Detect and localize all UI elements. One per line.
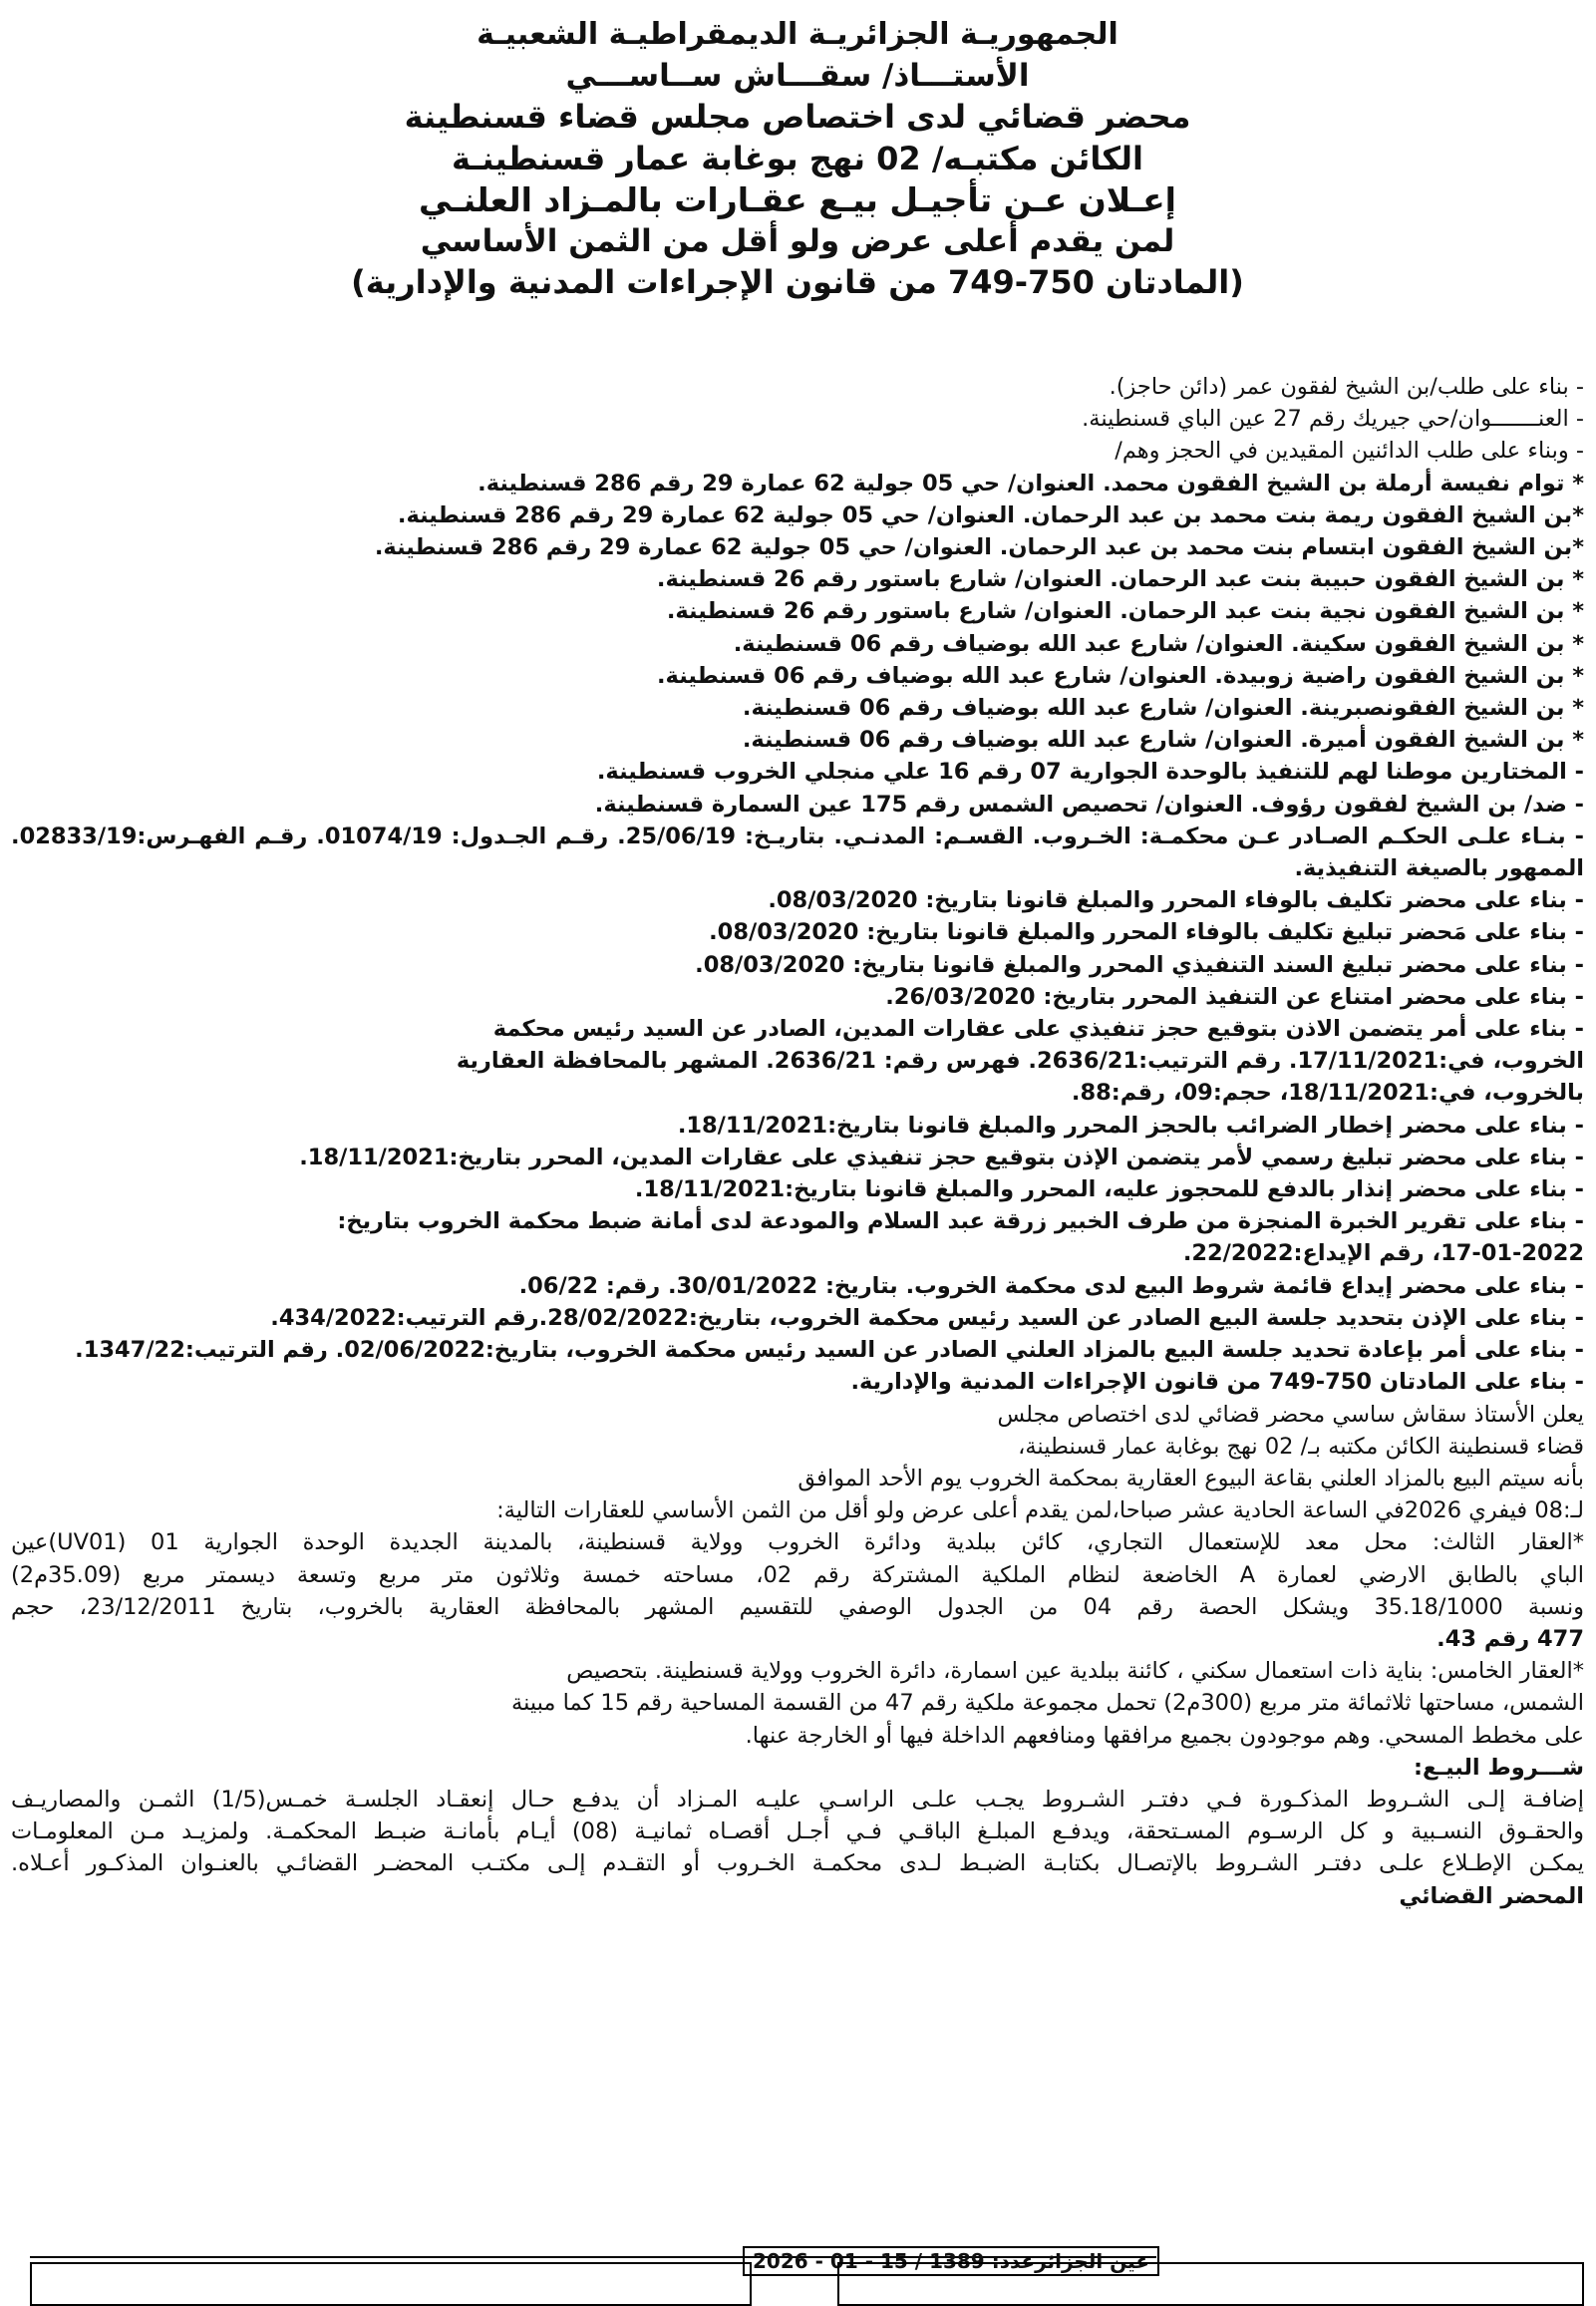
signature-title: المحضر القضائي (1399, 1882, 1584, 1909)
body-line: يعلن الأستاذ سقاش ساسي محضر قضائي لدى اختصاص مجلس (997, 1401, 1584, 1428)
office-address: الكائن مكتبـه/ 02 نهج بوغابة عمار قسنطينـة (452, 139, 1143, 177)
document-header (299, 14, 1296, 304)
body-line: * بن الشيخ الفقون راضية زوبيدة. العنوان/ شارع عبد الله بوضياف رقم 06 قسنطينة. (657, 662, 1584, 689)
body-line: بأنه سيتم البيع بالمزاد العلني بقاعة البيوع العقارية بمحكمة الخروب يوم الأحد الموافق (798, 1465, 1584, 1491)
body-line: الباي بالطابق الارضي لعمارة A الخاضعة لنظام الملكية المشتركة رقم 02، مساحته خمسة وثلاثون متر مربع وتسعة ديسمتر مربع (35.09م2) (11, 1561, 1584, 1588)
body-line: 17-01-2022، رقم الإيداع:22/2022. (1182, 1240, 1584, 1267)
body-line: * بن الشيخ الفقون حبيبة بنت عبد الرحمان. العنوان/ شارع باستور رقم 26 قسنطينة. (656, 566, 1584, 593)
body-line: * توام نفيسة أرملة بن الشيخ الفقون محمد. العنوان/ حي 05 جولية 62 عمارة 29 رقم 286 قسنطينة. (478, 470, 1584, 496)
announcement-title: إعـلان عـن تأجيـل بيـع عقـارات بالمـزاد العلنـي (419, 180, 1176, 219)
body-line: لـ:08 فيفري 2026في الساعة الحادية عشر صباحا،لمن يقدم أعلى عرض ولو أقل من الثمن الأساسي للعقارات التالية: (496, 1497, 1584, 1524)
body-line: * بن الشيخ الفقون نجية بنت عبد الرحمان. العنوان/ شارع باستور رقم 26 قسنطينة. (666, 598, 1584, 625)
body-line: - العنـــــــوان/حي جيريك رقم 27 عين الباي قسنطينة. (1082, 406, 1584, 433)
law-reference: (المادتان 750-749 من قانون الإجراءات المدنية والإدارية) (351, 263, 1244, 301)
body-line: *العقار الخامس: بناية ذات استعمال سكني ، كائنة ببلدية عين اسمارة، دائرة الخروب وولاية قسنطينة. بتحصيص (566, 1658, 1584, 1685)
body-line: - بناء على الإذن بتحديد جلسة البيع الصادر عن السيد رئيس محكمة الخروب، بتاريخ:28/02/2022.رقم الترتيب:434/2022. (270, 1304, 1584, 1331)
body-line: - بناء على محضر إخطار الضرائب بالحجز المحرر والمبلغ قانونا بتاريخ:18/11/2021. (677, 1112, 1584, 1139)
body-line: - بناء على محضر امتناع عن التنفيذ المحرر بتاريخ: 26/03/2020. (885, 983, 1584, 1010)
offer-subtitle: لمن يقدم أعلى عرض ولو أقل من الثمن الأساسي (420, 222, 1175, 259)
body-line: - بنـاء علـى الحكـم الصـادر عـن محكمـة: الخـروب. القسـم: المدنـي. بتاريـخ: 25/06/19. رقـم الجـدول: 01074/19. رقـم الفهـرس:02833/19. (11, 823, 1584, 849)
body-line: - بناء على مَحضر تبليغ تكليف بالوفاء المحرر والمبلغ قانونا بتاريخ: 08/03/2020. (709, 919, 1584, 946)
body-line: - بناء على طلب/بن الشيخ لفقون عمر (دائن حاجز). (1109, 374, 1584, 400)
body-line: * بن الشيخ الفقونصبرينة. العنوان/ شارع عبد الله بوضياف رقم 06 قسنطينة. (742, 695, 1584, 722)
body-line: - بناء على أمر بإعادة تحديد جلسة البيع بالمزاد العلني الصادر عن السيد رئيس محكمة الخروب، بتاريخ:02/06/2022. رقم الترتيب:1347/22. (75, 1337, 1584, 1364)
body-line: * بن الشيخ الفقون سكينة. العنوان/ شارع عبد الله بوضياف رقم 06 قسنطينة. (733, 630, 1584, 657)
body-line: *بن الشيخ الفقون ابتسام بنت محمد بن عبد الرحمان. العنوان/ حي 05 جولية 62 عمارة 29 رقم 286 قسنطينة. (374, 534, 1584, 561)
body-line: *العقار الثالث: محل معد للإستعمال التجاري، كائن ببلدية ودائرة الخروب وولاية قسنطينة، بالمدينة الجديدة الوحدة الجوارية 01 (UV01)عين (11, 1529, 1584, 1556)
body-line: الممهور بالصيغة التنفيذية. (1294, 855, 1584, 882)
body-line: * بن الشيخ الفقون أميرة. العنوان/ شارع عبد الله بوضياف رقم 06 قسنطينة. (742, 727, 1584, 754)
body-line: يمكـن الإطـلاع علـى دفتـر الشـروط بالإتصـال بكتابـة الضبـط لـدى محكمـة الخـروب أو التقـدم إلـى مكتـب المحضـر القضائـي بالعنـوان المذكـور أعـلاه. (11, 1850, 1584, 1877)
office-title: محضر قضائي لدى اختصاص مجلس قضاء قسنطينة (404, 98, 1191, 136)
body-line: - وبناء على طلب الدائنين المقيدين في الحجز وهم/ (1115, 438, 1584, 465)
republic-title: الجمهوريـة الجزائريـة الديمقراطيـة الشعبيـة (477, 17, 1118, 52)
body-line: ونسبة 35.18/1000 ويشكل الحصة رقم 04 من الجدول الوصفي للتقسيم المشهر بالمحافظة العقارية بالخروب، بتاريخ 23/12/2011، حجم (11, 1593, 1584, 1620)
body-line: الخروب، في:17/11/2021. رقم الترتيب:2636/21. فهرس رقم: 2636/21. المشهر بالمحافظة العقارية (456, 1048, 1584, 1075)
body-line: الشمس، مساحتها ثلاثمائة متر مربع (300م2) تحمل مجموعة ملكية رقم 47 من القسمة المساحية رقم 15 كما مبينة (511, 1690, 1584, 1717)
body-line: - بناء على محضر تبليغ رسمي لأمر يتضمن الإذن بتوقيع حجز تنفيذي على عقارات المدين، المحرر بتاريخ:18/11/2021. (299, 1144, 1584, 1170)
body-line: *بن الشيخ الفقون ريمة بنت محمد بن عبد الرحمان. العنوان/ حي 05 جولية 62 عمارة 29 رقم 286 قسنطينة. (397, 501, 1584, 528)
announcement-body (11, 371, 1584, 1912)
body-line: قضاء قسنطينة الكائن مكتبه بـ/ 02 نهج بوغابة عمار قسنطينة، (1018, 1433, 1584, 1460)
body-line: - بناء على المادتان 750-749 من قانون الإجراءات المدنية والإدارية. (850, 1369, 1584, 1396)
body-line: إضافـة إلـى الشـروط المذكـورة فـي دفتـر الشـروط يجـب علـى الراسـي عليـه المـزاد أن يدفـع حـال إنعقـاد الجلسـة خمـس(1/5) الثمـن والمصاريـف (11, 1786, 1584, 1812)
body-line: - المختارين موطنا لهم للتنفيذ بالوحدة الجوارية 07 رقم 16 علي منجلي الخروب قسنطينة. (596, 759, 1584, 786)
issue-reference: عين الجزائرعدد: 1389 / 15 - 01 - 2026 (743, 2246, 1159, 2276)
body-line: - بناء على محضر إيداع قائمة شروط البيع لدى محكمة الخروب. بتاريخ: 30/01/2022. رقم: 06/22. (518, 1272, 1584, 1299)
body-line: - بناء على محضر تبليغ السند التنفيذي المحرر والمبلغ قانونا بتاريخ: 08/03/2020. (695, 951, 1584, 978)
body-line: - بناء على محضر تكليف بالوفاء المحرر والمبلغ قانونا بتاريخ: 08/03/2020. (768, 887, 1584, 914)
bailiff-name: الأستـــاذ/ سقـــاش ســاســـي (565, 57, 1030, 94)
body-line: - بناء على أمر يتضمن الاذن بتوقيع حجز تنفيذي على عقارات المدين، الصادر عن السيد رئيس محكمة (492, 1016, 1584, 1043)
body-line: - بناء على تقرير الخبرة المنجزة من طرف الخبير زرقة عبد السلام والمودعة لدى أمانة ضبط محكمة الخروب بتاريخ: (337, 1208, 1584, 1235)
next-column-frame-left (30, 2262, 752, 2306)
body-line: 477 رقم 43. (1436, 1625, 1584, 1652)
body-line: والحقـوق النسـبية و كل الرسـوم المسـتحقة، ويدفـع المبلـغ الباقـي فـي أجـل أقصـاه ثمانيـة (08) أيـام بأمانـة ضبـط المحكمـة. ولمزيـد مـن المعلومـات (11, 1818, 1584, 1845)
body-line: بالخروب، في:18/11/2021، حجم:09، رقم:88. (1071, 1080, 1584, 1107)
next-column-frame-right (837, 2262, 1584, 2306)
sale-conditions-heading: شـــروط البيـع: (1414, 1754, 1584, 1781)
body-line: على مخطط المسحي. وهم موجودون بجميع مرافقها ومنافعهم الداخلة فيها أو الخارجة عنها. (745, 1722, 1584, 1749)
body-line: - بناء على محضر إنذار بالدفع للمحجوز عليه، المحرر والمبلغ قانونا بتاريخ:18/11/2021. (634, 1176, 1584, 1203)
body-line: - ضد/ بن الشيخ لفقون رؤوف. العنوان/ تحصيص الشمس رقم 175 عين السمارة قسنطينة. (594, 791, 1584, 818)
